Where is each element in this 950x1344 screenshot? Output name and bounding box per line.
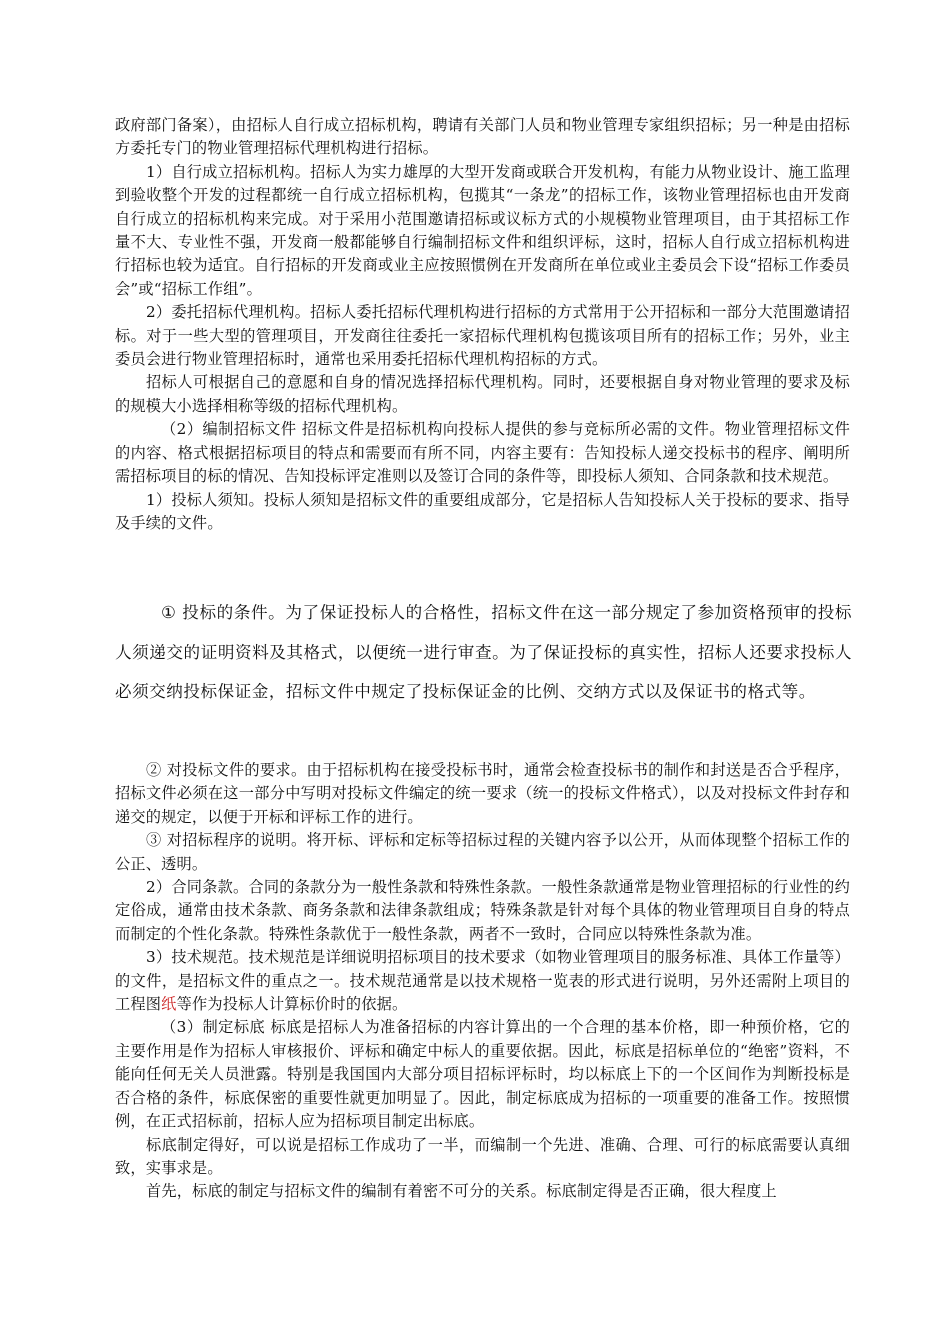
paragraph: 招标人可根据自己的意愿和自身的情况选择招标代理机构。同时，还要根据自身对物业管理的要求及标的规模大小选择相称等级的招标代理机构。	[115, 373, 850, 415]
paragraph: 2）合同条款。合同的条款分为一般性条款和特殊性条款。一般性条款通常是物业管理招标的行业性的约定俗成，通常由技术条款、商务条款和法律条款组成；特殊条款是针对每个具体的物业管理项目自身的特点而制定的个性化条款。特殊性条款优于一般性条款，两者不一致时，合同应以特殊性条款为准。	[115, 878, 850, 943]
body-text-large	[115, 593, 852, 712]
paragraph: 政府部门备案），由招标人自行成立招标机构，聘请有关部门人员和物业管理专家组织招标；另一种是由招标方委托专门的物业管理招标代理机构进行招标。	[115, 116, 850, 158]
section-heading: （2）编制招标文件	[161, 420, 297, 439]
paragraph-body: 等作为投标人计算标价时的依据。	[176, 995, 408, 1014]
highlighted-text: 纸	[161, 995, 177, 1014]
paragraph-body: 招标文件是招标机构向投标人提供的参与竞标所必需的文件。物业管理招标文件的内容、格式根据招标项目的特点和需要而有所不同，内容主要有：告知投标人递交投标书的程序、阐明所需招标项目的标的情况、告知投标评定准则以及签订合同的条件等，即投标人须知、合同条款和技术规范。	[115, 420, 851, 486]
paragraph: 1）投标人须知。投标人须知是招标文件的重要组成部分，它是招标人告知投标人关于投标的要求、指导及手续的文件。	[115, 490, 850, 532]
paragraph	[115, 946, 850, 1016]
paragraph: 标底制定得好，可以说是招标工作成功了一半，而编制一个先进、准确、合理、可行的标底需要认真细致，实事求是。	[115, 1135, 850, 1177]
paragraph	[115, 418, 850, 488]
section-heading: （3）制定标底	[161, 1018, 266, 1037]
paragraph	[115, 1016, 850, 1133]
body-text-lower	[115, 759, 850, 1204]
paragraph-body: 标底是招标人为准备招标的内容计算出的一个合理的基本价格，即一种预价格，它的主要作用是作为招标人审核报价、评标和确定中标人的重要依据。因此，标底是招标单位的“绝密”资料，不能向任何无关人员泄露。特别是我国国内大部分项目招标评标时，均以标底上下的一个区间作为判断投标是否合格的条件，标底保密的重要性就更加明显了。因此，制定标底成为招标的一项重要的准备工作。按照惯例，在正式招标前，招标人应为招标项目制定出标底。	[115, 1018, 850, 1131]
body-text-upper	[115, 114, 850, 535]
paragraph: ② 对投标文件的要求。由于招标机构在接受投标书时，通常会检查投标书的制作和封送是否合乎程序，招标文件必须在这一部分中写明对投标文件编定的统一要求（统一的投标文件格式），以及对投标文件封存和递交的规定，以便于开标和评标工作的进行。	[115, 761, 850, 826]
paragraph: 首先，标底的制定与招标文件的编制有着密不可分的关系。标底制定得是否正确，很大程度上	[146, 1182, 777, 1201]
paragraph: ① 投标的条件。为了保证投标人的合格性，招标文件在这一部分规定了参加资格预审的投标人须递交的证明资料及其格式，以便统一进行审查。为了保证投标的真实性，招标人还要求投标人必须交纳投标保证金，招标文件中规定了投标保证金的比例、交纳方式以及保证书的格式等。	[115, 603, 852, 702]
paragraph-body: 3）技术规范。技术规范是详细说明招标项目的技术要求（如物业管理项目的服务标准、具体工作量等）的文件，是招标文件的重点之一。技术规范通常是以技术规格一览表的形式进行说明，另外还需附上项目的工程图	[115, 948, 850, 1014]
paragraph: 2）委托招标代理机构。招标人委托招标代理机构进行招标的方式常用于公开招标和一部分大范围邀请招标。对于一些大型的管理项目，开发商往往委托一家招标代理机构包揽该项目所有的招标工作；另外，业主委员会进行物业管理招标时，通常也采用委托招标代理机构招标的方式。	[115, 303, 850, 369]
paragraph: ③ 对招标程序的说明。将开标、评标和定标等招标过程的关键内容予以公开，从而体现整个招标工作的公正、透明。	[115, 831, 850, 873]
paragraph: 1）自行成立招标机构。招标人为实力雄厚的大型开发商或联合开发机构，有能力从物业设计、施工监理到验收整个开发的过程都统一自行成立招标机构，包揽其“一条龙”的招标工作，该物业管理招标也由开发商自行成立的招标机构来完成。对于采用小范围邀请招标或议标方式的小规模物业管理项目，由于其招标工作量不大、专业性不强，开发商一般都能够自行编制招标文件和组织评标，这时，招标人自行成立招标机构进行招标也较为适宜。自行招标的开发商或业主应按照惯例在开发商所在单位或业主委员会下设“招标工作委员会”或“招标工作组”。	[115, 162, 850, 298]
